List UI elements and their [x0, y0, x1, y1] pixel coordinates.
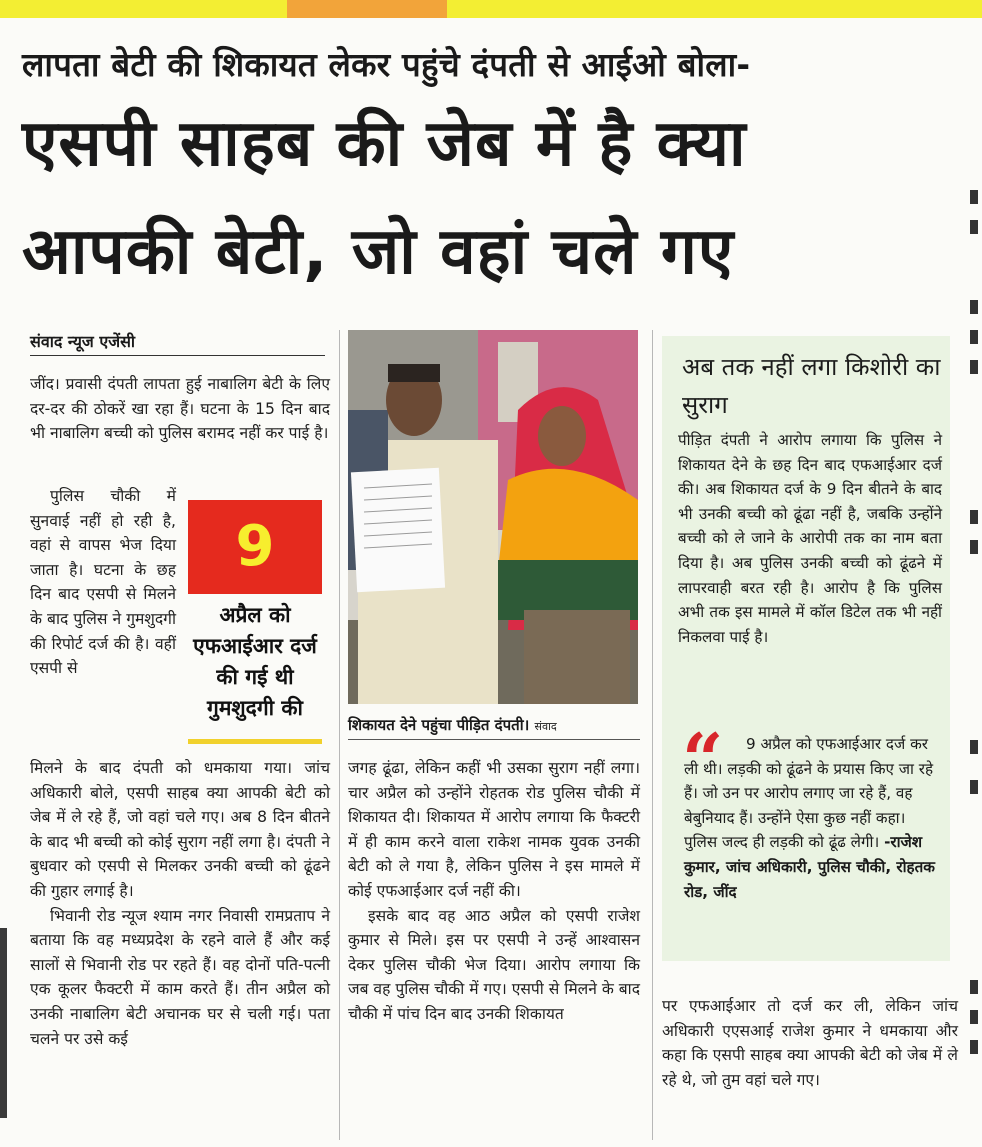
column-divider-2 — [652, 330, 653, 1140]
top-color-bar — [0, 0, 982, 18]
top-section-tab — [287, 0, 447, 18]
main-headline-line-1: एसपी साहब की जेब में है क्या — [22, 107, 747, 181]
photo-caption — [348, 710, 640, 740]
quote-mark-icon: “ — [682, 717, 724, 802]
quote-attribution: -राजेश कुमार, जांच अधिकारी, पुलिस चौकी, रोहतक रोड, जींद — [684, 833, 935, 901]
fact-box — [188, 500, 322, 744]
lead-paragraph: जींद। प्रवासी दंपती लापता हुई नाबालिग बेटी के लिए दर-दर की ठोकरें खा रहा हैं। घटना के 15 दिन बाद भी नाबालिग बच्ची को पुलिस बरामद नहीं कर पाई है। — [30, 375, 330, 443]
column-3-paragraph: पर एफआईआर तो दर्ज कर ली, लेकिन जांच अधिकारी एएसआई राजेश कुमार ने धमकाया और कहा कि एसपी साहब क्या आपकी बेटी को जेब में ले रहे थे, जो तुम वहां चले गए। — [662, 997, 958, 1089]
couple-photo — [348, 330, 638, 704]
narrow-paragraph: पुलिस चौकी में सुनवाई नहीं हो रही है, वहां से वापस भेज दिया जाता है। घटना के छह दिन बाद एसपी से मिलने के बाद पुलिस ने गुमशुदगी की रिपोर्ट दर्ज की है। वहीं एसपी से — [30, 487, 176, 678]
sidebar-body: पीड़ित दंपती ने आरोप लगाया कि पुलिस ने शिकायत देने के छह दिन बाद एफआईआर दर्ज की। अब शिकायत दर्ज के 9 दिन बीतने के बाद भी उनकी बच्ची को ढूंढा नहीं है, जबकि उन्होंने बच्ची को ले जाने के आरोपी तक का नाम बता दिया है। अब पुलिस उनकी बच्ची को ढूंढने में लापरवाही बरत रही है। आरोप है कि पुलिस अभी तक इस मामले में कॉल डिटेल तक भी नहीं निकलवा पाई है। — [678, 431, 942, 646]
quote-text: 9 अप्रैल को एफआईआर दर्ज कर ली थी। लड़की को ढूंढने के प्रयास किए जा रहे हैं। जो उन पर आरोप लगाए जा रहे हैं, वह बेबुनियाद हैं। उन्होंने ऐसा कुछ नहीं कहा। पुलिस जल्द ही लड़की को ढूंढ लेगी। — [684, 735, 934, 852]
column-2-paragraph-2: इसके बाद वह आठ अप्रैल को एसपी राजेश कुमार से मिले। इस पर एसपी ने उन्हें आश्वासन देकर पुलिस चौकी भेज दिया। आरोप लगाया कि जब वह पुलिस चौकी में गए। एसपी से मिलने के बाद चौकी में पांच दिन बाद उनकी शिकायत — [348, 906, 640, 1023]
byline: संवाद न्यूज एजेंसी — [30, 330, 325, 356]
article-column-1 — [30, 756, 330, 1051]
article-column-3 — [662, 994, 958, 1092]
column-2-paragraph-1: जगह ढूंढा, लेकिन कहीं भी उसका सुराग नहीं लगा। चार अप्रैल को उन्होंने रोहतक रोड पुलिस चौकी में शिकायत दी। शिकायत में आरोप लगाया कि फैक्टरी में ही काम करने वाला राकेश नामक युवक उनकी बेटी को ले गया है, लेकिन पुलिस ने इस मामले में कोई एफआईआर दर्ज नहीं की। — [348, 759, 640, 900]
couple-photo-illustration — [348, 330, 638, 704]
left-edge-mark — [0, 928, 7, 1118]
fact-box-number: 9 — [188, 500, 322, 594]
article-narrow-column — [30, 484, 176, 681]
column-1-paragraph-2: भिवानी रोड न्यूज श्याम नगर निवासी रामप्रताप ने बताया कि वह मध्यप्रदेश के रहने वाले हैं और कई सालों से भिवानी रोड पर रहते हैं। वह दोनों पति-पत्नी एक कूलर फैक्टरी में काम करते हैं। तीन अप्रैल को उनकी नाबालिग बेटी अचानक घर से चली गई। पता चलने पर उसे कई — [30, 906, 330, 1048]
photo-caption-text: शिकायत देने पहुंचा पीड़ित दंपती। — [348, 716, 530, 734]
sidebar-heading: अब तक नहीं लगा किशोरी का सुराग — [682, 353, 941, 419]
photo-credit: संवाद — [534, 720, 557, 733]
sidebar-box — [662, 336, 950, 961]
column-divider-1 — [339, 330, 340, 1140]
main-headline-line-2: आपकी बेटी, जो वहां चले गए — [22, 215, 735, 289]
fact-box-underline — [188, 739, 322, 744]
fact-box-text: अप्रैल को एफआईआर दर्ज की गई थी गुमशुदगी की — [193, 603, 317, 720]
kicker-headline: लापता बेटी की शिकायत लेकर पहुंचे दंपती से आईओ बोला- — [22, 45, 751, 84]
column-1-continued: मिलने के बाद दंपती को धमकाया गया। जांच अधिकारी बोले, एसपी साहब क्या आपकी बेटी को जेब में ले रहे हैं, जो वहां चले गए। अब 8 दिन बीतने के बाद भी बच्ची को कोई सुराग नहीं लगा है। दंपती ने बुधवार को एसपी से मिलकर उनकी बच्ची को ढूंढने की गुहार लगाई है। — [30, 759, 330, 900]
official-quote — [684, 732, 936, 904]
adjacent-article-edge — [968, 180, 982, 1140]
article-lead — [30, 372, 330, 446]
article-column-2 — [348, 756, 640, 1027]
